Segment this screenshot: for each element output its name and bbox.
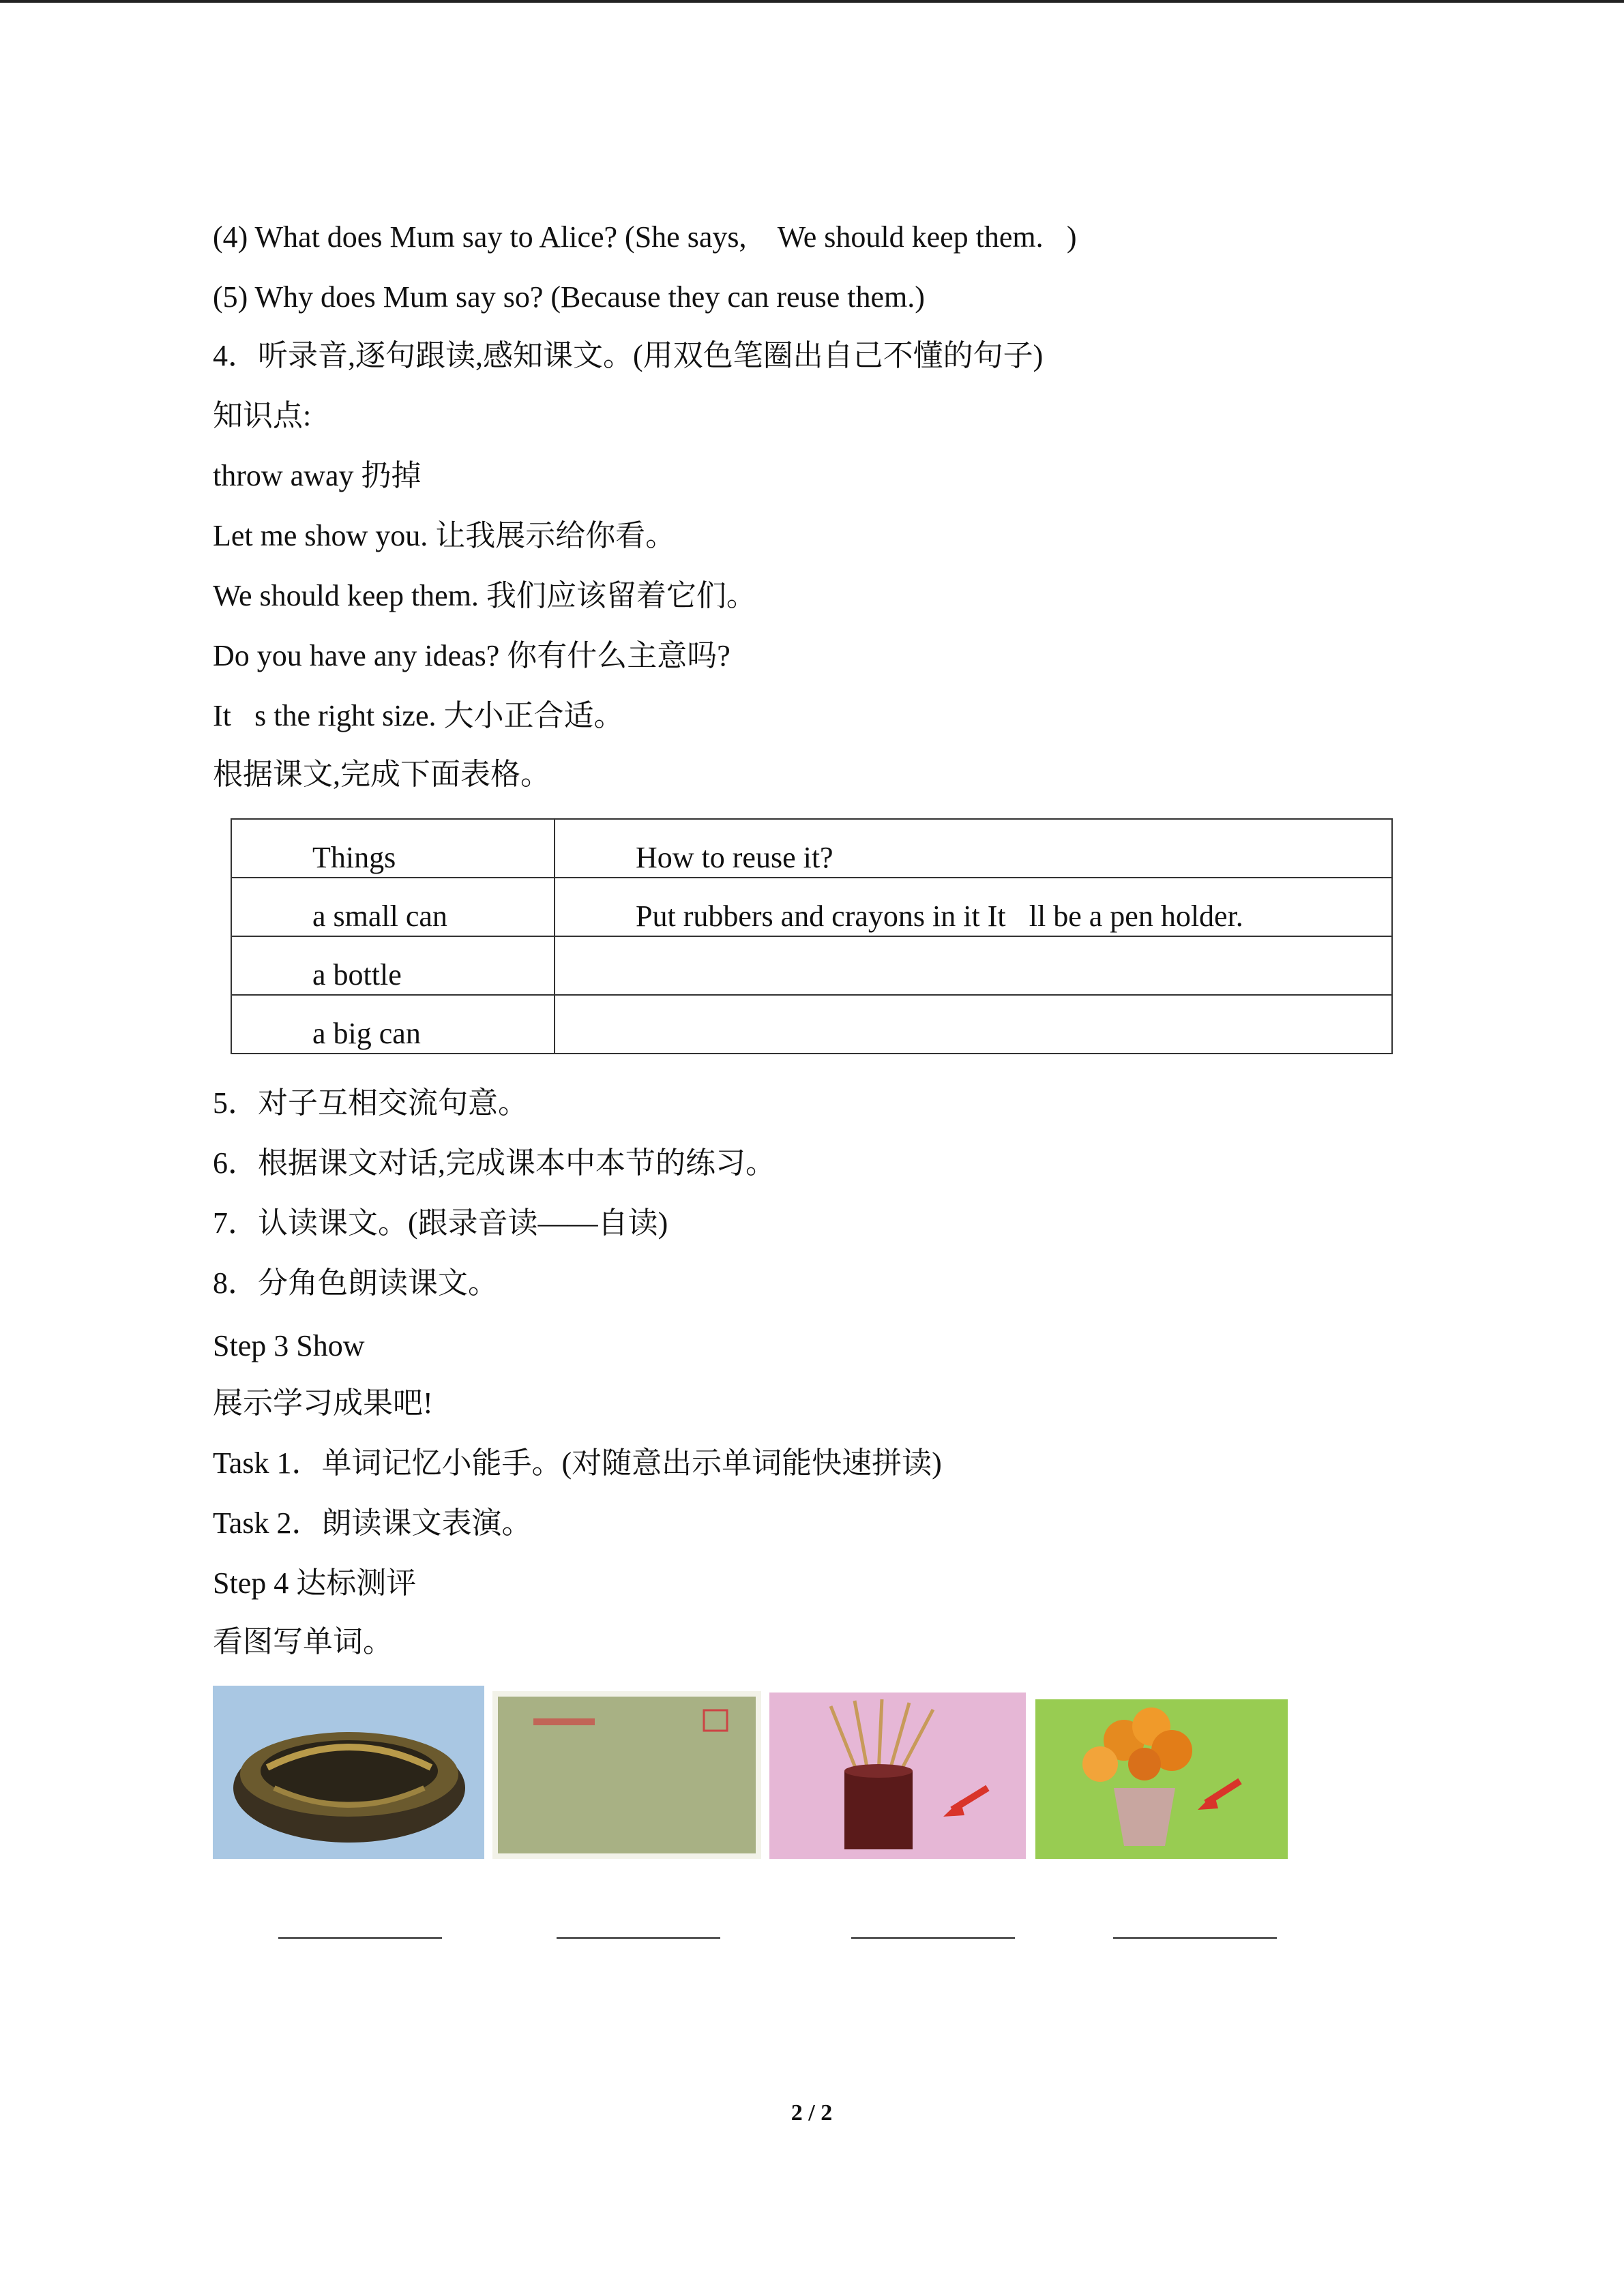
flower-pot-picture <box>1035 1699 1288 1859</box>
envelope-picture <box>492 1691 761 1859</box>
phrase-let-me-show: Let me show you. 让我展示给你看。 <box>213 519 676 552</box>
task-2-line: Task 2．朗读课文表演。 <box>213 1506 532 1540</box>
answer-blank[interactable] <box>557 1937 720 1939</box>
tin-can-picture <box>213 1686 484 1859</box>
step-5-line: 5．对子互相交流句意。 <box>213 1086 528 1120</box>
table-cell-thing: a small can <box>231 878 555 936</box>
answer-blank[interactable] <box>851 1937 1015 1939</box>
step-8-line: 8．分角色朗读课文。 <box>213 1266 498 1300</box>
phrase-keep-them: We should keep them. 我们应该留着它们。 <box>213 579 756 612</box>
table-cell-thing: a big can <box>231 995 555 1054</box>
step-3-heading: Step 3 Show <box>213 1329 365 1362</box>
phrase-throw-away: throw away 扔掉 <box>213 459 422 492</box>
header-how-to-reuse: How to reuse it? <box>555 819 1392 878</box>
reuse-table <box>231 818 1393 1054</box>
question-5-line: (5) Why does Mum say so? (Because they can reuse them.) <box>213 280 925 314</box>
header-things: Things <box>231 819 555 878</box>
table-cell-reuse: Put rubbers and crayons in it It ll be a pen holder. <box>555 878 1392 936</box>
phrase-right-size: It s the right size. 大小正合适。 <box>213 699 624 732</box>
page-number: 2 / 2 <box>791 2100 833 2126</box>
table-header-row <box>231 819 1392 878</box>
answer-blank[interactable] <box>1113 1937 1277 1939</box>
answer-blank[interactable] <box>278 1937 442 1939</box>
table-row <box>231 995 1392 1054</box>
table-cell-thing: a bottle <box>231 936 555 995</box>
picture-words-instruction: 看图写单词。 <box>213 1625 393 1658</box>
knowledge-heading: 知识点: <box>213 399 312 432</box>
step-7-line: 7．认读课文。(跟录音读——自读) <box>213 1206 668 1240</box>
pencil-holder-picture <box>769 1693 1026 1859</box>
step-6-line: 6．根据课文对话,完成课本中本节的练习。 <box>213 1146 776 1180</box>
show-results-line: 展示学习成果吧! <box>213 1386 433 1420</box>
step-4-instruction: 4．听录音,逐句跟读,感知课文。(用双色笔圈出自己不懂的句子) <box>213 339 1044 372</box>
question-4-line: (4) What does Mum say to Alice? (She says,  We should keep them. ) <box>213 220 1077 254</box>
table-instruction: 根据课文,完成下面表格。 <box>213 758 550 791</box>
table-cell-reuse <box>555 936 1392 995</box>
table-row <box>231 878 1392 936</box>
task-1-line: Task 1．单词记忆小能手。(对随意出示单词能快速拼读) <box>213 1446 942 1480</box>
phrase-any-ideas: Do you have any ideas? 你有什么主意吗? <box>213 639 730 672</box>
table-cell-reuse <box>555 995 1392 1054</box>
table-row <box>231 936 1392 995</box>
page-top-border <box>0 0 1624 3</box>
step-4-heading: Step 4 达标测评 <box>213 1566 417 1600</box>
